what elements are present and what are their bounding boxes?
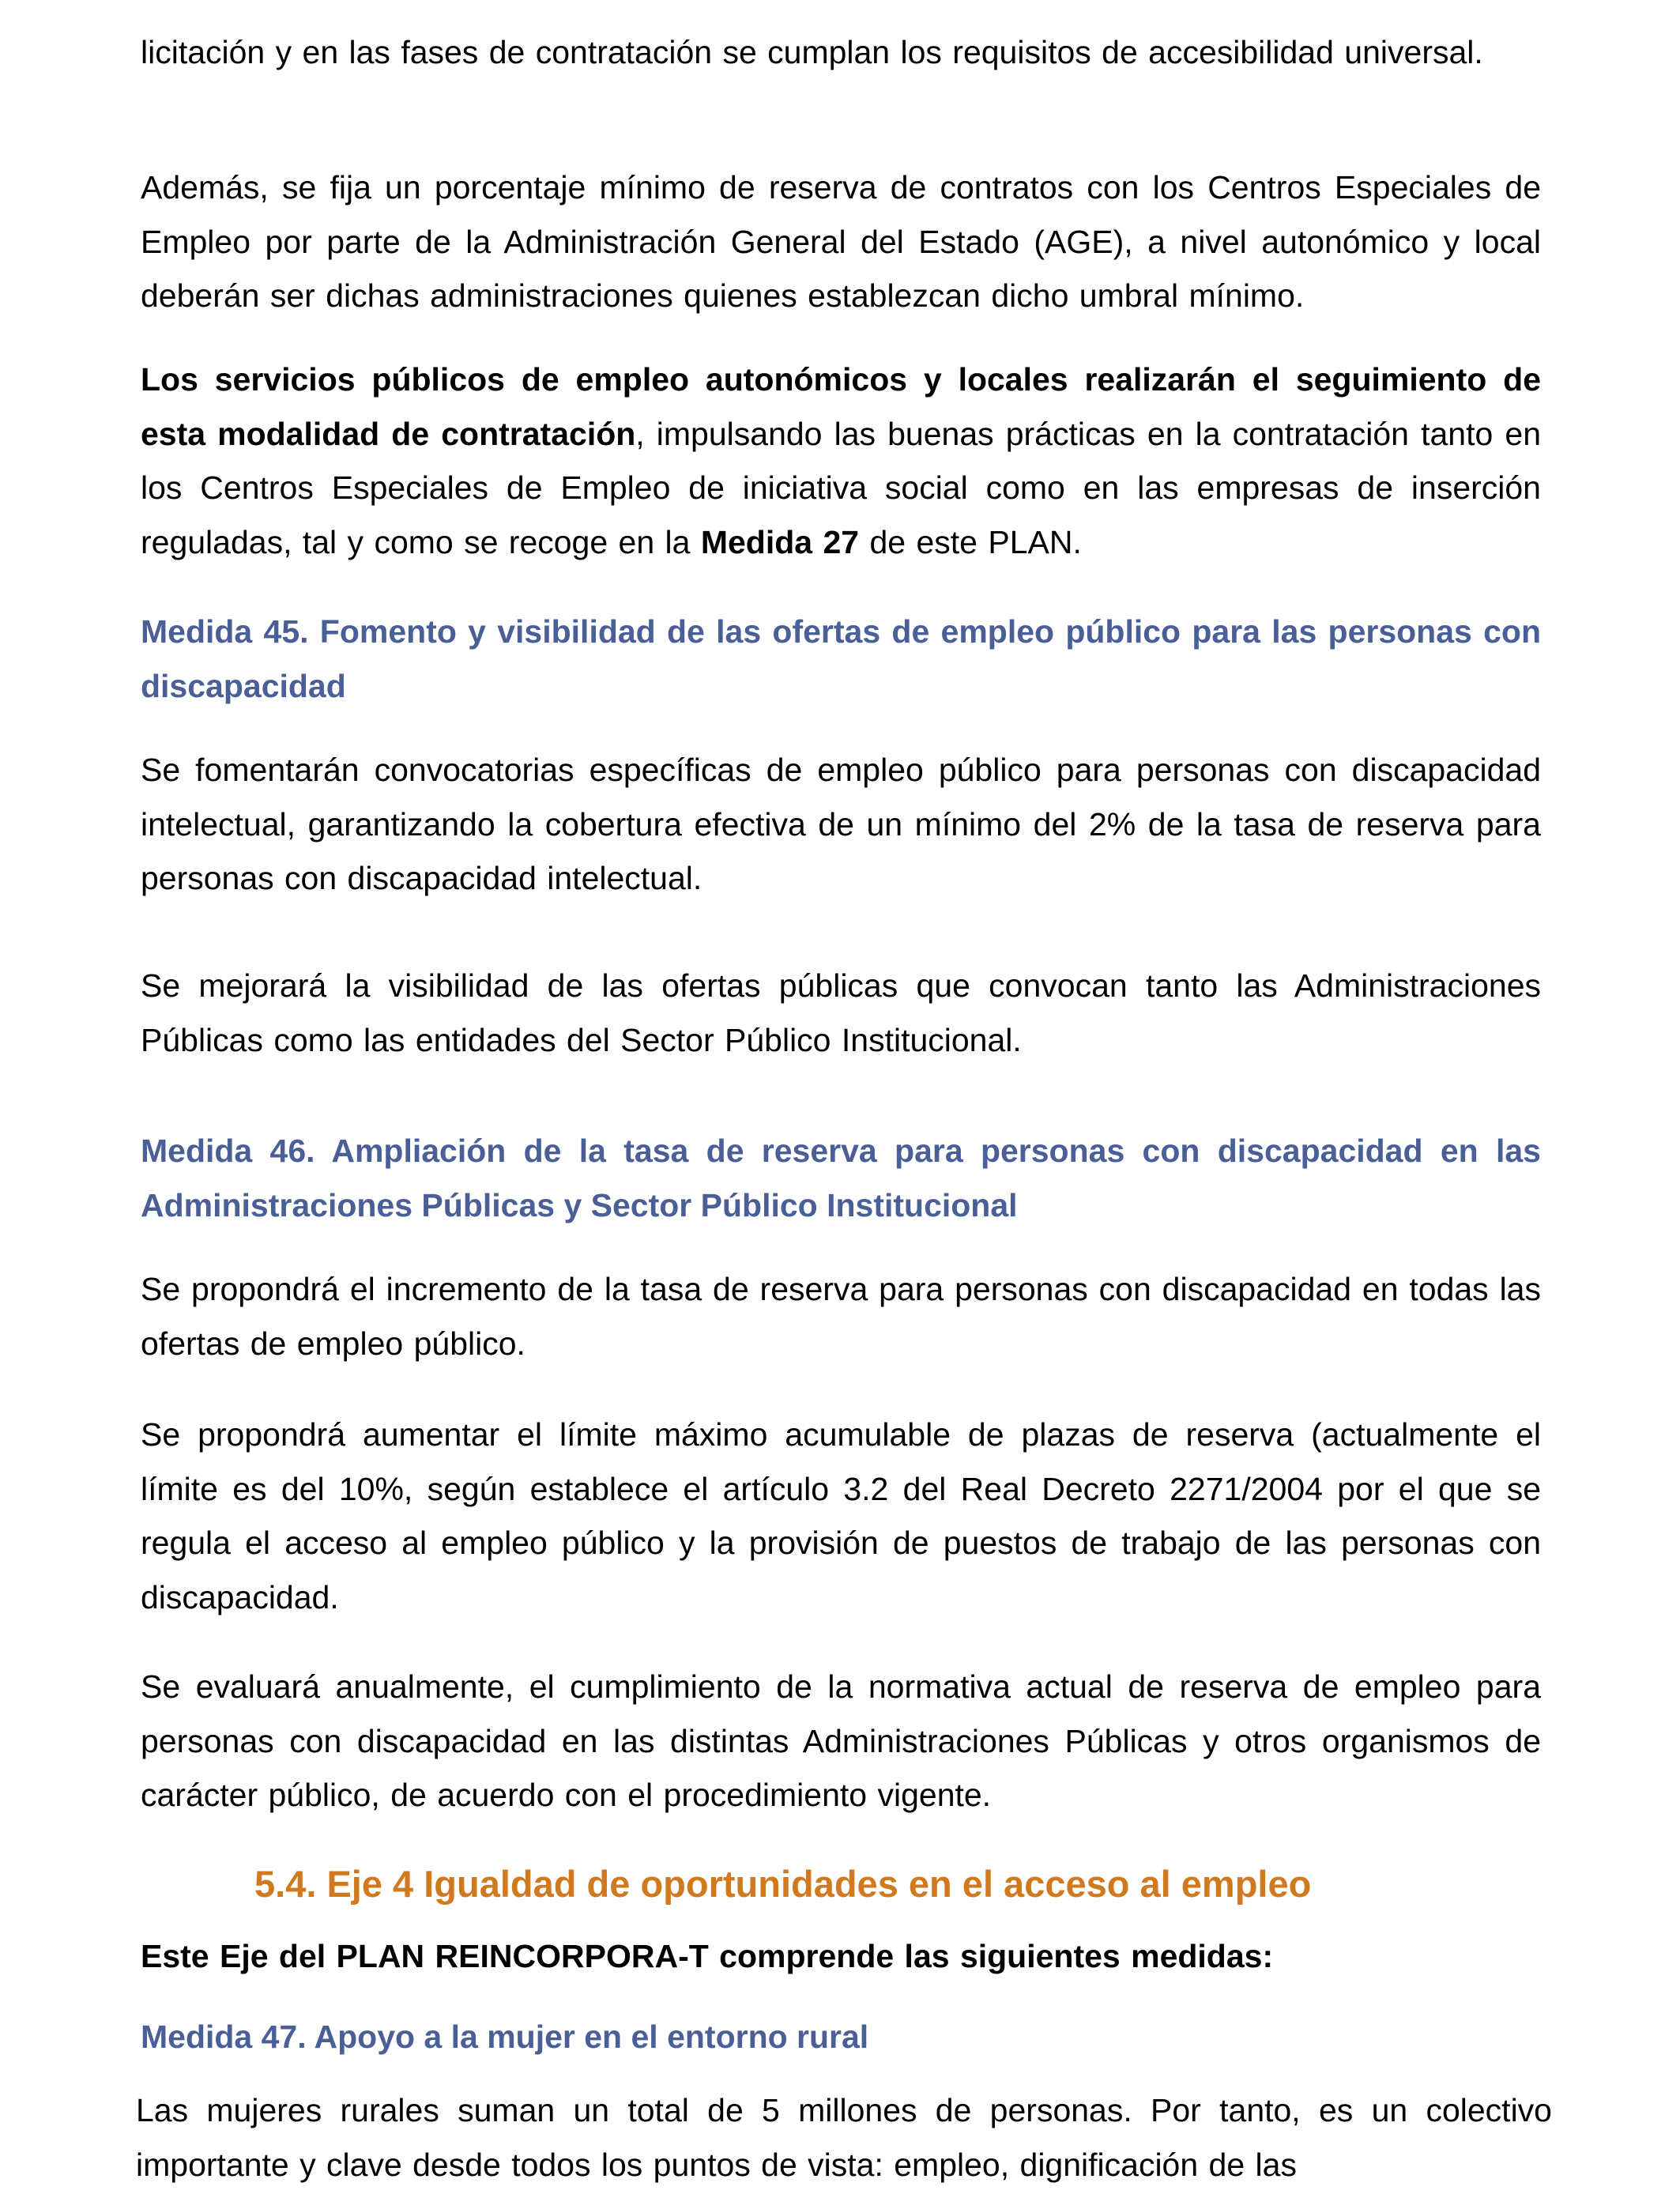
medida-47-heading: Medida 47. Apoyo a la mujer en el entorno rural (141, 2019, 869, 2055)
paragraph-licitacion: licitación y en las fases de contratación se cumplan los requisitos de accesibilidad universal. (141, 34, 1483, 70)
medida-45-paragraph-2: Se mejorará la visibilidad de las ofertas públicas que convocan tanto las Administraciones Públicas como las entidades del Sector Público Institucional. (141, 967, 1541, 1058)
medida-47-paragraph-1: Las mujeres rurales suman un total de 5 millones de personas. Por tanto, es un colectivo importante y clave desde todos los puntos de vista: empleo, dignificación de las (136, 2092, 1552, 2183)
medida-45-paragraph-1: Se fomentarán convocatorias específicas de empleo público para personas con discapacidad intelectual, garantizando la cobertura efectiva de un mínimo del 2% de la tasa de reserva para personas con discapacidad intelectual. (141, 752, 1541, 896)
medida-46-paragraph-2: Se propondrá aumentar el límite máximo acumulable de plazas de reserva (actualmente el límite es del 10%, según establece el artículo 3.2 del Real Decreto 2271/2004 por el que se regula el acceso al empleo público y la provisión de puestos de trabajo de las personas con discapacidad. (141, 1416, 1541, 1615)
section-5-4-intro: Este Eje del PLAN REINCORPORA-T comprende las siguientes medidas: (141, 1938, 1274, 1974)
body-text: de este PLAN. (859, 523, 1082, 560)
bold-lead-text: Los servicios públicos de empleo autonómicos y locales realizarán el seguimiento de esta modalidad de contratación (141, 361, 1541, 452)
medida-46-paragraph-3: Se evaluará anualmente, el cumplimiento de la normativa actual de reserva de empleo para personas con discapacidad en las distintas Administraciones Públicas y otros organismos de carácter público, de acuerdo con el procedimiento vigente. (141, 1668, 1541, 1813)
body-text: , impulsando las buenas prácticas en la contratación tanto en los Centros Especiales de Empleo de iniciativa social como en las empresas de inserción reguladas, tal y como se recoge en la (141, 415, 1541, 560)
medida-45-heading: Medida 45. Fomento y visibilidad de las ofertas de empleo público para las personas con discapacidad (141, 613, 1541, 704)
medida-46-paragraph-1: Se propondrá el incremento de la tasa de reserva para personas con discapacidad en todas las ofertas de empleo público. (141, 1271, 1541, 1362)
section-5-4-title: 5.4. Eje 4 Igualdad de oportunidades en el acceso al empleo (254, 1863, 1312, 1905)
paragraph-servicios-publicos (141, 352, 1541, 569)
paragraph-porcentaje-reserva: Además, se fija un porcentaje mínimo de reserva de contratos con los Centros Especiales de Empleo por parte de la Administración General del Estado (AGE), a nivel autonómico y local deberán ser dichas administraciones quienes establezcan dicho umbral mínimo. (141, 169, 1541, 314)
medida-46-heading: Medida 46. Ampliación de la tasa de reserva para personas con discapacidad en las Administraciones Públicas y Sector Público Institucional (141, 1133, 1541, 1223)
medida-27-reference: Medida 27 (700, 523, 860, 560)
